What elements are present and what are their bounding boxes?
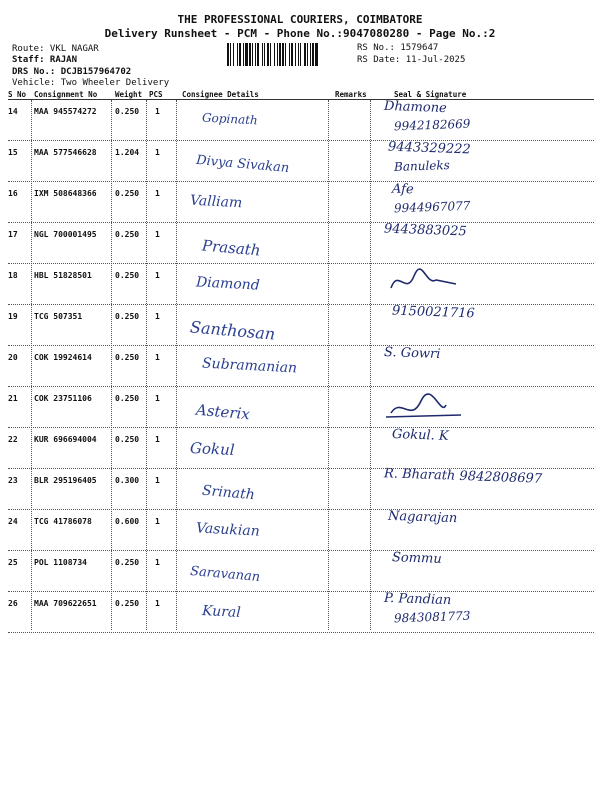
signature-text: P. Pandian bbox=[383, 590, 452, 609]
consignee-handwritten-name: Gokul bbox=[189, 438, 236, 460]
table-row bbox=[8, 387, 594, 428]
drs-label: DRS No.: DCJB157964702 bbox=[12, 67, 132, 77]
barcode-image bbox=[227, 43, 351, 66]
serial-number: 20 bbox=[8, 353, 18, 362]
weight-value: 0.250 bbox=[115, 230, 140, 239]
signature-text: 9443883025 bbox=[383, 221, 467, 240]
pieces-count: 1 bbox=[155, 517, 160, 526]
serial-number: 26 bbox=[8, 599, 18, 608]
signature-text: Sommu bbox=[391, 550, 443, 567]
barcode-bar bbox=[300, 43, 301, 66]
col-header-weight: Weight bbox=[115, 90, 143, 99]
weight-value: 0.250 bbox=[115, 558, 140, 567]
vehicle-label: Vehicle: Two Wheeler Delivery bbox=[12, 78, 170, 88]
consignee-handwritten-name: Subramanian bbox=[201, 355, 298, 377]
consignee-handwritten-name: Saravanan bbox=[189, 563, 261, 586]
rs-date: RS Date: 11-Jul-2025 bbox=[357, 55, 466, 65]
consignment-number: POL 1108734 bbox=[34, 558, 87, 567]
signature-text-line2: 9942182669 bbox=[393, 116, 471, 134]
weight-value: 1.204 bbox=[115, 148, 140, 157]
weight-value: 0.250 bbox=[115, 435, 140, 444]
consignee-handwritten-name: Diamond bbox=[195, 274, 261, 294]
signature-scribble bbox=[386, 266, 466, 302]
serial-number: 18 bbox=[8, 271, 18, 280]
pieces-count: 1 bbox=[155, 353, 160, 362]
consignment-number: KUR 696694004 bbox=[34, 435, 97, 444]
weight-value: 0.250 bbox=[115, 271, 140, 280]
weight-value: 0.250 bbox=[115, 107, 140, 116]
signature-text: Nagarajan bbox=[387, 508, 458, 527]
weight-value: 0.250 bbox=[115, 394, 140, 403]
col-header-seal: Seal & Signature bbox=[394, 90, 467, 99]
signature-text: Gokul. K bbox=[391, 427, 449, 444]
consignment-number: MAA 945574272 bbox=[34, 107, 97, 116]
consignment-number: BLR 295196405 bbox=[34, 476, 97, 485]
barcode-bar bbox=[237, 43, 238, 66]
signature-text-line2: 9843081773 bbox=[393, 608, 471, 626]
barcode-bar bbox=[298, 43, 299, 66]
consignment-number: MAA 709622651 bbox=[34, 599, 97, 608]
signature-stroke bbox=[391, 269, 456, 288]
consignee-handwritten-name: Kural bbox=[201, 602, 242, 622]
company-title: THE PROFESSIONAL COURIERS, COIMBATORE bbox=[177, 13, 423, 26]
table-row bbox=[8, 466, 594, 510]
consignment-number: HBL 51828501 bbox=[34, 271, 92, 280]
serial-number: 24 bbox=[8, 517, 18, 526]
pieces-count: 1 bbox=[155, 558, 160, 567]
route-label: Route: VKL NAGAR bbox=[12, 44, 99, 54]
table-row bbox=[8, 223, 594, 264]
serial-number: 22 bbox=[8, 435, 18, 444]
barcode-bar bbox=[291, 43, 293, 66]
table-row bbox=[8, 551, 594, 592]
signature-stroke bbox=[386, 394, 461, 417]
table-row bbox=[8, 182, 594, 223]
staff-label: Staff: RAJAN bbox=[12, 55, 78, 65]
consignee-handwritten-name: Valliam bbox=[189, 192, 243, 212]
barcode-bar bbox=[289, 43, 290, 66]
barcode-bar bbox=[312, 43, 314, 66]
table-row bbox=[8, 346, 594, 387]
barcode-bar bbox=[315, 43, 318, 66]
pieces-count: 1 bbox=[155, 230, 160, 239]
table-row bbox=[8, 141, 594, 182]
serial-number: 14 bbox=[8, 107, 18, 116]
signature-text: Afe bbox=[391, 181, 414, 198]
barcode-bar bbox=[257, 43, 259, 66]
weight-value: 0.250 bbox=[115, 599, 140, 608]
consignee-handwritten-name: Gopinath bbox=[201, 110, 259, 128]
barcode-bar bbox=[282, 43, 284, 66]
consignment-number: IXM 508648366 bbox=[34, 189, 97, 198]
signature-text: 9443329222 bbox=[387, 139, 471, 158]
runsheet-subtitle: Delivery Runsheet - PCM - Phone No.:9047080280 - Page No.:2 bbox=[104, 27, 496, 40]
barcode-bar bbox=[264, 43, 265, 66]
barcode-bar bbox=[310, 43, 311, 66]
pieces-count: 1 bbox=[155, 189, 160, 198]
pieces-count: 1 bbox=[155, 271, 160, 280]
barcode-bar bbox=[285, 43, 286, 66]
table-row bbox=[8, 264, 594, 305]
consignment-number: TCG 41786078 bbox=[34, 517, 92, 526]
serial-number: 16 bbox=[8, 189, 18, 198]
weight-value: 0.250 bbox=[115, 312, 140, 321]
weight-value: 0.300 bbox=[115, 476, 140, 485]
serial-number: 17 bbox=[8, 230, 18, 239]
col-header-consignment: Consignment No bbox=[34, 90, 98, 99]
col-header-consignee: Consignee Details bbox=[182, 90, 259, 99]
signature-text: Dhamone bbox=[383, 98, 448, 117]
serial-number: 19 bbox=[8, 312, 18, 321]
consignment-number: NGL 700001495 bbox=[34, 230, 97, 239]
signature-text: S. Gowri bbox=[383, 345, 441, 362]
serial-number: 21 bbox=[8, 394, 18, 403]
barcode-bar bbox=[295, 43, 296, 66]
pieces-count: 1 bbox=[155, 435, 160, 444]
consignee-handwritten-name: Santhosan bbox=[189, 317, 276, 344]
table-row bbox=[8, 100, 594, 141]
barcode-bar bbox=[279, 43, 281, 66]
barcode-bar bbox=[227, 43, 229, 66]
pieces-count: 1 bbox=[155, 476, 160, 485]
barcode-bar bbox=[270, 43, 271, 66]
pieces-count: 1 bbox=[155, 394, 160, 403]
signature-scribble bbox=[386, 389, 466, 425]
barcode-bar bbox=[274, 43, 275, 66]
pieces-count: 1 bbox=[155, 148, 160, 157]
barcode-bar bbox=[249, 43, 251, 66]
consignee-handwritten-name: Divya Sivakan bbox=[195, 152, 290, 177]
weight-value: 0.600 bbox=[115, 517, 140, 526]
barcode-bar bbox=[262, 43, 263, 66]
col-header-sno: S No bbox=[8, 90, 27, 99]
pieces-count: 1 bbox=[155, 312, 160, 321]
pieces-count: 1 bbox=[155, 599, 160, 608]
barcode-bar bbox=[233, 43, 234, 66]
barcode-bar bbox=[245, 43, 248, 66]
pieces-count: 1 bbox=[155, 107, 160, 116]
table-row bbox=[8, 510, 594, 551]
serial-number: 15 bbox=[8, 148, 18, 157]
table-row bbox=[8, 592, 594, 633]
consignee-handwritten-name: Vasukian bbox=[195, 520, 261, 540]
table-row bbox=[8, 428, 594, 469]
signature-text-line2: Banuleks bbox=[393, 158, 451, 174]
row-divider bbox=[8, 632, 594, 633]
barcode-bar bbox=[255, 43, 256, 66]
col-header-remarks: Remarks bbox=[335, 90, 367, 99]
consignment-number: MAA 577546628 bbox=[34, 148, 97, 157]
barcode-bar bbox=[304, 43, 306, 66]
signature-text: R. Bharath 9842808697 bbox=[383, 466, 543, 487]
weight-value: 0.250 bbox=[115, 353, 140, 362]
table-row bbox=[8, 305, 594, 346]
rs-number: RS No.: 1579647 bbox=[357, 43, 439, 53]
weight-value: 0.250 bbox=[115, 189, 140, 198]
barcode-bar bbox=[252, 43, 253, 66]
barcode-bar bbox=[243, 43, 244, 66]
barcode-bar bbox=[239, 43, 241, 66]
barcode-bar bbox=[230, 43, 231, 66]
serial-number: 23 bbox=[8, 476, 18, 485]
consignee-handwritten-name: Prasath bbox=[201, 236, 262, 260]
signature-text-line2: 9944967077 bbox=[393, 198, 471, 216]
consignee-handwritten-name: Srinath bbox=[201, 482, 256, 504]
barcode-bar bbox=[277, 43, 278, 66]
consignment-number: COK 23751106 bbox=[34, 394, 92, 403]
serial-number: 25 bbox=[8, 558, 18, 567]
signature-text: 9150021716 bbox=[391, 303, 475, 322]
consignee-handwritten-name: Asterix bbox=[195, 400, 251, 424]
barcode-bar bbox=[307, 43, 308, 66]
consignment-number: COK 19924614 bbox=[34, 353, 92, 362]
col-header-pcs: PCS bbox=[149, 90, 163, 99]
barcode-bar bbox=[267, 43, 269, 66]
consignment-number: TCG 507351 bbox=[34, 312, 83, 321]
